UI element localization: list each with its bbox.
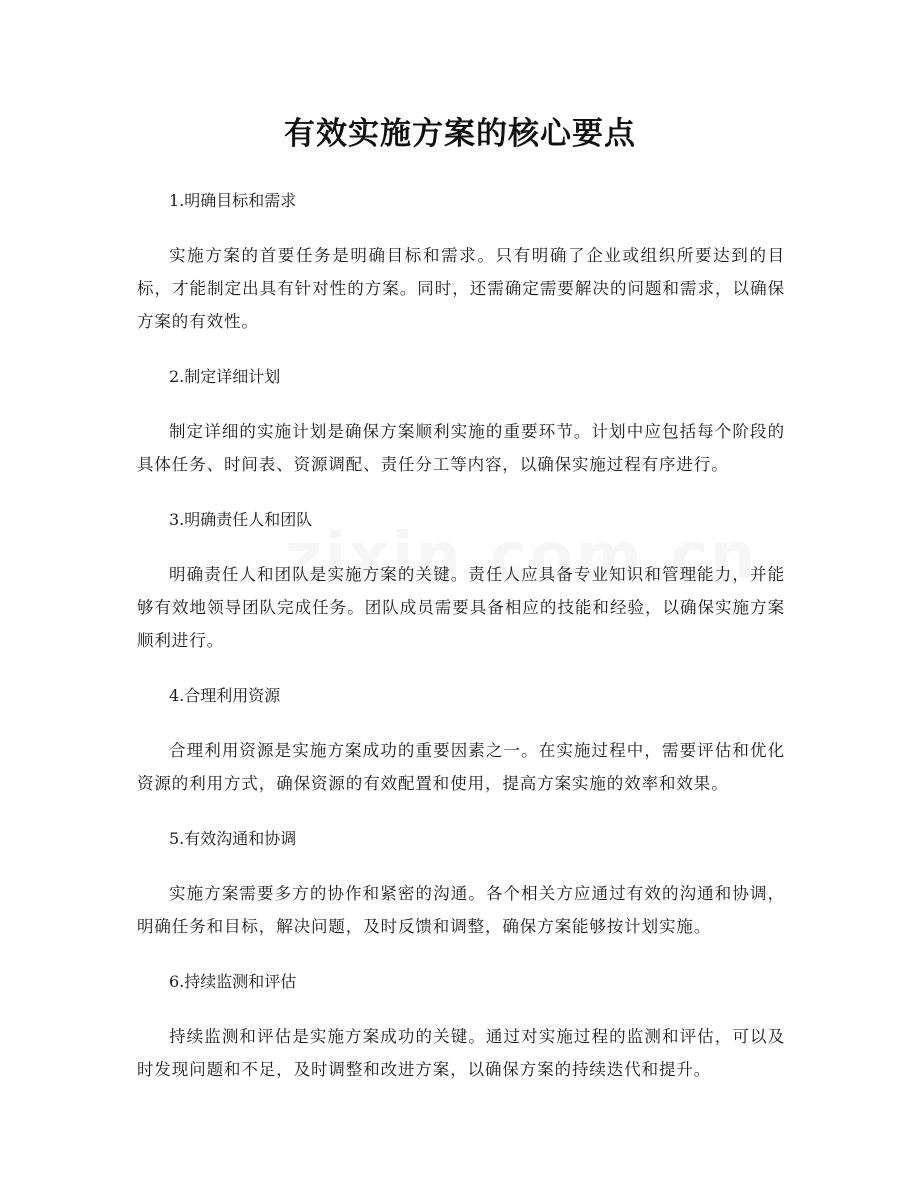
section-heading: 4.合理利用资源 xyxy=(169,686,281,705)
section-heading: 2.制定详细计划 xyxy=(169,367,281,386)
section-paragraph: 实施方案的首要任务是明确目标和需求。只有明确了企业或组织所要达到的目标，才能制定出具有针对性的方案。同时，还需确定需要解决的问题和需求，以确保方案的有效性。 xyxy=(137,246,785,331)
document-body xyxy=(137,184,785,1086)
section-paragraph: 实施方案需要多方的协作和紧密的沟通。各个相关方应通过有效的沟通和协调，明确任务和目标，解决问题，及时反馈和调整，确保方案能够按计划实施。 xyxy=(137,884,785,936)
section-paragraph: 持续监测和评估是实施方案成功的关键。通过对实施过程的监测和评估，可以及时发现问题和不足，及时调整和改进方案，以确保方案的持续迭代和提升。 xyxy=(137,1027,785,1079)
section-paragraph: 明确责任人和团队是实施方案的关键。责任人应具备专业知识和管理能力，并能够有效地领导团队完成任务。团队成员需要具备相应的技能和经验，以确保实施方案顺利进行。 xyxy=(137,565,785,650)
section-heading: 3.明确责任人和团队 xyxy=(169,510,313,529)
document-title: 有效实施方案的核心要点 xyxy=(284,116,636,152)
section-heading: 6.持续监测和评估 xyxy=(169,972,297,991)
section-paragraph: 合理利用资源是实施方案成功的重要因素之一。在实施过程中，需要评估和优化资源的利用方式，确保资源的有效配置和使用，提高方案实施的效率和效果。 xyxy=(137,741,785,793)
section-heading: 5.有效沟通和协调 xyxy=(169,829,297,848)
section-paragraph: 制定详细的实施计划是确保方案顺利实施的重要环节。计划中应包括每个阶段的具体任务、时间表、资源调配、责任分工等内容，以确保实施过程有序进行。 xyxy=(137,422,785,474)
section-heading: 1.明确目标和需求 xyxy=(169,191,297,210)
